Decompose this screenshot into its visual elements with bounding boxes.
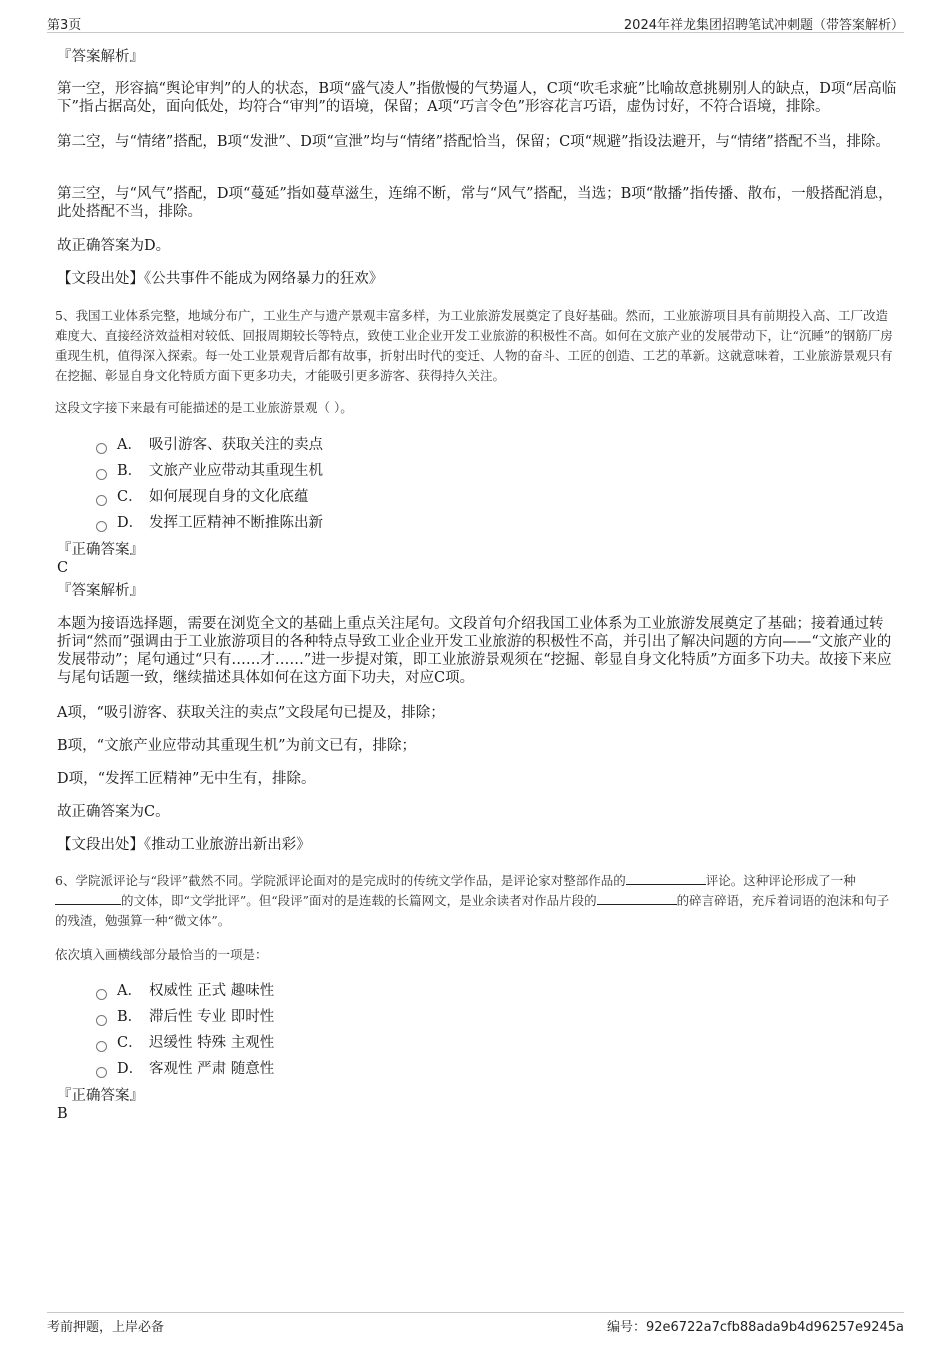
option-letter: C．	[117, 1035, 143, 1051]
q5-conclusion: 故正确答案为C。	[57, 804, 170, 820]
q4-analysis-heading: 『答案解析』	[57, 49, 144, 65]
q4-analysis-para1: 第一空，形容搞“舆论审判”的人的状态，B项“盛气凌人”指傲慢的气势逼人，C项“吹毛求疵”比喻故意挑剔别人的缺点，D项“居高临下”指占据高处，面向低处，均符合“审判”的语境，保留；A项“巧言令色”形容花言巧语，虚伪讨好，不符合语境，排除。	[57, 81, 897, 115]
option-text: 迟缓性 特殊 主观性	[149, 1035, 275, 1051]
q5-answer-heading: 『正确答案』	[57, 542, 144, 558]
q6-option-b[interactable]	[96, 1004, 274, 1030]
fill-blank-1[interactable]	[626, 872, 706, 885]
q5-source: 【文段出处】《推动工业旅游出新出彩》	[57, 837, 311, 853]
radio-icon[interactable]	[96, 989, 107, 1000]
option-text: 文旅产业应带动其重现生机	[149, 463, 323, 479]
q4-analysis-para2: 第二空，与“情绪”搭配，B项“发泄”、D项“宣泄”均与“情绪”搭配恰当，保留；C项“规避”指设法避开，与“情绪”搭配不当，排除。	[57, 134, 890, 150]
radio-icon[interactable]	[96, 521, 107, 532]
page-header	[47, 12, 904, 33]
q4-conclusion: 故正确答案为D。	[57, 238, 171, 254]
q5-passage: 5、我国工业体系完整，地域分布广，工业生产与遗产景观丰富多样，为工业旅游发展奠定了良好基础。然而，工业旅游项目具有前期投入高、工厂改造难度大、直接经济效益相对较低、回报周期较长等特点，致使工业企业开发工业旅游的积极性不高。如何在文旅产业的发展带动下，让“沉睡”的钢筋厂房重现生机，值得深入探索。每一处工业景观背后都有故事，折射出时代的变迁、人物的奋斗、工匠的创造、工艺的革新。这就意味着，工业旅游景观只有在挖掘、彰显自身文化特质方面下更多功夫，才能吸引更多游客、获得持久关注。	[55, 308, 893, 383]
radio-icon[interactable]	[96, 1015, 107, 1026]
q5-note-b: B项，“文旅产业应带动其重现生机”为前文已有，排除；	[57, 738, 416, 754]
q4-source: 【文段出处】《公共事件不能成为网络暴力的狂欢》	[57, 271, 384, 287]
option-text: 权威性 正式 趣味性	[149, 983, 275, 999]
option-text: 发挥工匠精神不断推陈出新	[149, 515, 323, 531]
q6-option-d[interactable]	[96, 1056, 274, 1082]
radio-icon[interactable]	[96, 1041, 107, 1052]
page-footer	[47, 1312, 904, 1343]
q5-option-d[interactable]	[96, 510, 323, 536]
option-letter: D．	[117, 515, 144, 531]
q5-analysis: 本题为接语选择题，需要在浏览全文的基础上重点关注尾句。文段首句介绍我国工业体系为工业旅游发展奠定了基础；接着通过转折词“然而”强调由于工业旅游项目的各种特点导致工业企业开发工业旅游的积极性不高，并引出了解决问题的方向——“文旅产业的发展带动”；尾句通过“只有……才……”进一步提对策，即工业旅游景观须在“挖掘、彰显自身文化特质”方面多下功夫。故接下来应与尾句话题一致，继续描述具体如何在这方面下功夫，对应C项。	[57, 616, 892, 686]
fill-blank-3[interactable]	[597, 892, 677, 905]
document-code	[607, 1316, 904, 1335]
option-text: 吸引游客、获取关注的卖点	[149, 437, 323, 453]
q6-options	[96, 978, 274, 1082]
option-text: 客观性 严肃 随意性	[149, 1061, 275, 1077]
radio-icon[interactable]	[96, 469, 107, 480]
option-letter: A．	[117, 983, 142, 999]
q5-option-c[interactable]	[96, 484, 323, 510]
q5-answer: C	[57, 560, 69, 576]
q6-passage	[55, 871, 900, 931]
q6-answer: B	[57, 1106, 68, 1122]
q6-option-a[interactable]	[96, 978, 274, 1004]
radio-icon[interactable]	[96, 495, 107, 506]
option-text: 如何展现自身的文化底蕴	[149, 489, 309, 505]
q5-option-b[interactable]	[96, 458, 323, 484]
q5-options	[96, 432, 323, 536]
fill-blank-2[interactable]	[55, 892, 121, 905]
option-letter: A．	[117, 437, 142, 453]
q5-analysis-heading: 『答案解析』	[57, 583, 144, 599]
page-number: 第3页	[47, 18, 82, 33]
option-letter: C．	[117, 489, 143, 505]
q6-passage-part3: 的文体，即“文学批评”。但“段评”面对的是连载的长篇网文，是业余读者对作品片段的	[121, 893, 597, 908]
code-label: 编号：	[606, 1320, 646, 1335]
q6-answer-heading: 『正确答案』	[57, 1088, 144, 1104]
option-letter: B．	[117, 1009, 143, 1025]
option-letter: D．	[117, 1061, 144, 1077]
q6-option-c[interactable]	[96, 1030, 274, 1056]
option-letter: B．	[117, 463, 143, 479]
q5-note-d: D项，“发挥工匠精神”无中生有，排除。	[57, 771, 316, 787]
document-title: 2024年祥龙集团招聘笔试冲刺题（带答案解析）	[623, 18, 904, 33]
q6-passage-part1: 6、学院派评论与“段评”截然不同。学院派评论面对的是完成时的传统文学作品，是评论家对整部作品的	[55, 873, 626, 888]
radio-icon[interactable]	[96, 1067, 107, 1078]
q6-question: 依次填入画横线部分最恰当的一项是：	[55, 947, 268, 962]
radio-icon[interactable]	[96, 443, 107, 454]
q6-passage-part2: 评论。这种评论形成了一种	[705, 873, 856, 888]
q4-analysis-para3: 第三空，与“风气”搭配，D项“蔓延”指如蔓草滋生，连绵不断，常与“风气”搭配，当选；B项“散播”指传播、散布，一般搭配消息，此处搭配不当，排除。	[57, 186, 893, 220]
option-text: 滞后性 专业 即时性	[149, 1009, 275, 1025]
code-value: 92e6722a7cfb88ada9b4d96257e9245a	[645, 1320, 904, 1335]
q5-option-a[interactable]	[96, 432, 323, 458]
q5-note-a: A项，“吸引游客、获取关注的卖点”文段尾句已提及，排除；	[57, 705, 445, 721]
q6-passage-part4: 的碎言碎语，充斥着词语的泡沫和句子的残渣，勉强算一种“微文体”。	[55, 893, 890, 928]
footer-slogan: 考前押题，上岸必备	[47, 1320, 165, 1335]
q5-question: 这段文字接下来最有可能描述的是工业旅游景观（ ）。	[55, 400, 353, 415]
